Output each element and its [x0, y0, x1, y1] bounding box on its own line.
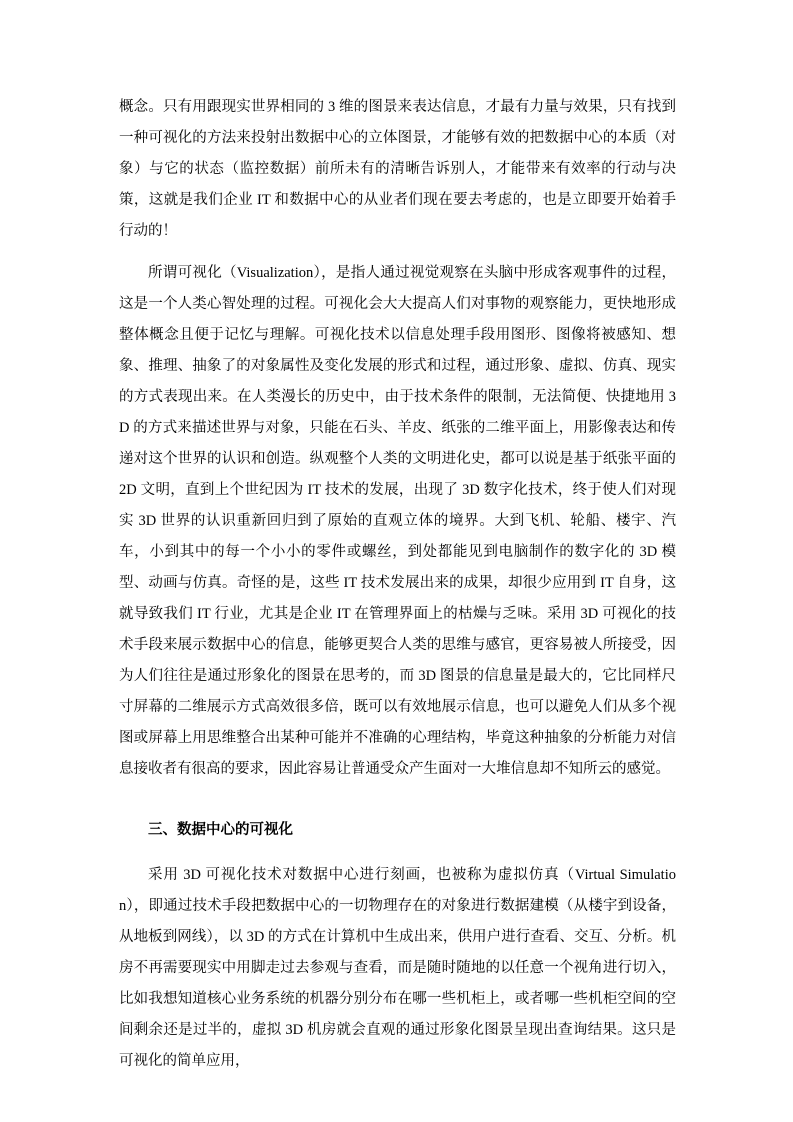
section-heading: 三、数据中心的可视化	[148, 822, 293, 838]
paragraph-datacenter: 采用 3D 可视化技术对数据中心进行刻画，也被称为虚拟仿真（Virtual Simulation），即通过技术手段把数据中心的一切物理存在的对象进行数据建模（从楼宇到设备，从地板到网线），以 3D 的方式在计算机中生成出来，供用户进行查看、交互、分析。机房不再需要现实中用脚走过去参观与查看，而是随时随地的以任意一个视角进行切入，比如我想知道核心业务系统的机器分别分布在哪一些机柜上，或者哪一些机柜空间的空间剩余还是过半的，虚拟 3D 机房就会直观的通过形象化图景呈现出查询结果。这只是可视化的简单应用，	[119, 867, 676, 1069]
paragraph-visualization: 所谓可视化（Visualization），是指人通过视觉观察在头脑中形成客观事件的过程，这是一个人类心智处理的过程。可视化会大大提高人们对事物的观察能力，更快地形成整体概念且便于记忆与理解。可视化技术以信息处理手段用图形、图像将被感知、想象、推理、抽象了的对象属性及变化发展的形式和过程，通过形象、虚拟、仿真、现实的方式表现出来。在人类漫长的历史中，由于技术条件的限制，无法简便、快捷地用 3D 的方式来描述世界与对象，只能在石头、羊皮、纸张的二维平面上，用影像表达和传递对这个世界的认识和创造。纵观整个人类的文明进化史，都可以说是基于纸张平面的 2D 文明，直到上个世纪因为 IT 技术的发展，出现了 3D 数字化技术，终于使人们对现实 3D 世界的认识重新回归到了原始的直观立体的境界。大到飞机、轮船、楼宇、汽车，小到其中的每一个小小的零件或螺丝，到处都能见到电脑制作的数字化的 3D 模型、动画与仿真。奇怪的是，这些 IT 技术发展出来的成果，却很少应用到 IT 自身，这就导致我们 IT 行业，尤其是企业 IT 在管理界面上的枯燥与乏味。采用 3D 可视化的技术手段来展示数据中心的信息，能够更契合人类的思维与感官，更容易被人所接受，因为人们往往是通过形象化的图景在思考的，而 3D 图景的信息量是最大的，它比同样尺寸屏幕的二维展示方式高效很多倍，既可以有效地展示信息，也可以避免人们从多个视图或屏幕上用思维整合出某种可能并不准确的心理结构，毕竟这种抽象的分析能力对信息接收者有很高的要求，因此容易让普通受众产生面对一大堆信息却不知所云的感觉。	[119, 265, 676, 777]
document-body	[119, 92, 676, 1077]
paragraph-continuation: 概念。只有用跟现实世界相同的 3 维的图景来表达信息，才最有力量与效果，只有找到一种可视化的方法来投射出数据中心的立体图景，才能够有效的把数据中心的本质（对象）与它的状态（监控数据）前所未有的清晰告诉别人，才能带来有效率的行动与决策，这就是我们企业 IT 和数据中心的从业者们现在要去考虑的，也是立即要开始着手行动的！	[119, 99, 676, 239]
